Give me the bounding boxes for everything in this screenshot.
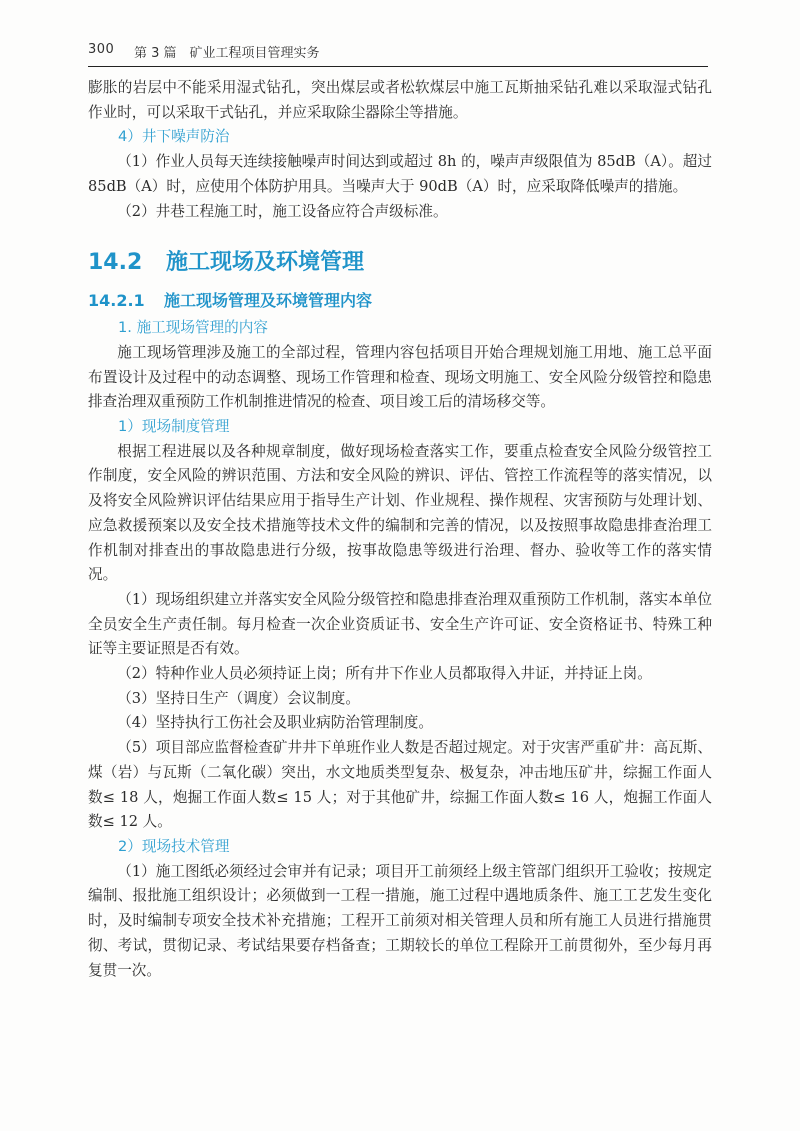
paragraph: （3）坚持日生产（调度）会议制度。 bbox=[117, 689, 360, 707]
paragraph: （1）现场组织建立并落实安全风险分级管控和隐患排查治理双重预防工作机制，落实本单位全员安全生产责任制。每月检查一次企业资质证书、安全生产许可证、安全资格证书、特殊工种证等主要证照是否有效。 bbox=[88, 590, 712, 658]
section-title: 施工现场及环境管理 bbox=[166, 250, 365, 276]
paragraph: （1）施工图纸必须经过会审并有记录；项目开工前须经上级主管部门组织开工验收；按规定编制、报批施工组织设计；必须做到一工程一措施，施工过程中遇地质条件、施工工艺发生变化时，及时编制专项安全技术补充措施；工程开工前须对相关管理人员和所有施工人员进行措施贯彻、考试，贯彻记录、考试结果要存档备查；工期较长的单位工程除开工前贯彻外，至少每月再复贯一次。 bbox=[88, 862, 712, 979]
paragraph: 施工现场管理涉及施工的全部过程，管理内容包括项目开始合理规划施工用地、施工总平面布置设计及过程中的动态调整、现场工作管理和检查、现场文明施工、安全风险分级管控和隐患排查治理双重预防工作机制推进情况的检查、项目竣工后的清场移交等。 bbox=[88, 343, 712, 411]
paragraph: （4）坚持执行工伤社会及职业病防治管理制度。 bbox=[117, 714, 433, 732]
subheading: 1. 施工现场管理的内容 bbox=[118, 319, 268, 337]
subheading: 2）现场技术管理 bbox=[118, 837, 230, 855]
section-number: 14.2 bbox=[88, 250, 143, 276]
paragraph: 膨胀的岩层中不能采用湿式钻孔，突出煤层或者松软煤层中施工瓦斯抽采钻孔难以采取湿式钻孔作业时，可以采取干式钻孔，并应采取除尘器除尘等措施。 bbox=[88, 79, 712, 121]
subsection-heading bbox=[88, 286, 712, 316]
page-number: 300 bbox=[88, 42, 115, 57]
page-header bbox=[88, 42, 708, 64]
subheading: 4）井下噪声防治 bbox=[118, 128, 230, 146]
paragraph: （1）作业人员每天连续接触噪声时间达到或超过 8h 的，噪声声级限值为 85dB（A）。超过 85dB（A）时，应使用个体防护用具。当噪声大于 90dB（A）时，应采取降低噪声的措施。 bbox=[88, 153, 712, 195]
section-heading bbox=[88, 240, 712, 286]
running-title: 第 3 篇 矿业工程项目管理实务 bbox=[134, 46, 320, 61]
subsection-number: 14.2.1 bbox=[88, 291, 145, 311]
paragraph: （2）井巷工程施工时，施工设备应符合声级标准。 bbox=[117, 202, 448, 220]
header-rule bbox=[88, 66, 708, 67]
page-body bbox=[88, 76, 712, 983]
paragraph: （5）项目部应监督检查矿井井下单班作业人数是否超过规定。对于灾害严重矿井：高瓦斯、煤（岩）与瓦斯（二氧化碳）突出，水文地质类型复杂、极复杂，冲击地压矿井，综掘工作面人数≤ 18 人，炮掘工作面人数≤ 15 人；对于其他矿井，综掘工作面人数≤ 16 人，炮掘工作面人数≤ 12 人。 bbox=[88, 739, 712, 831]
subheading: 1）现场制度管理 bbox=[118, 418, 230, 436]
paragraph: 根据工程进展以及各种规章制度，做好现场检查落实工作，要重点检查安全风险分级管控工作制度，安全风险的辨识范围、方法和安全风险的辨识、评估、管控工作流程等的落实情况，以及将安全风险辨识评估结果应用于指导生产计划、作业规程、操作规程、灾害预防与处理计划、应急救援预案以及安全技术措施等技术文件的编制和完善的情况，以及按照事故隐患排查治理工作机制对排查出的事故隐患进行分级，按事故隐患等级进行治理、督办、验收等工作的落实情况。 bbox=[88, 442, 712, 584]
subsection-title: 施工现场管理及环境管理内容 bbox=[164, 291, 373, 311]
paragraph: （2）特种作业人员必须持证上岗；所有井下作业人员都取得入井证，并持证上岗。 bbox=[117, 665, 652, 683]
